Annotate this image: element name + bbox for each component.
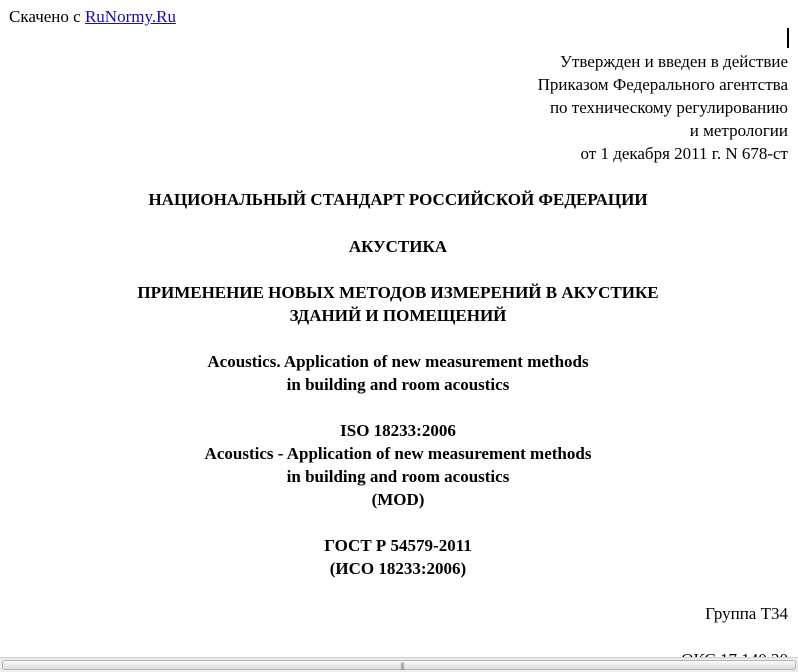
topic-heading (0, 235, 796, 258)
russian-title-line: ПРИМЕНЕНИЕ НОВЫХ МЕТОДОВ ИЗМЕРЕНИЙ В АКУСТИКЕ (137, 283, 659, 302)
approval-line: по техническому регулированию (549, 98, 788, 117)
text-cursor (787, 28, 789, 48)
scrollbar-thumb[interactable] (2, 660, 796, 670)
horizontal-scrollbar[interactable] (0, 657, 798, 672)
approval-line: Утвержден и введен в действие (559, 52, 788, 71)
gost-iso-ref: (ИСО 18233:2006) (329, 559, 467, 578)
scrollbar-grip-icon: ||| (399, 662, 405, 670)
download-prefix: Скачено с (9, 7, 81, 26)
gost-block (0, 534, 796, 580)
approval-line: и метрологии (689, 121, 788, 140)
iso-title-line: Acoustics - Application of new measurement methods (204, 444, 592, 463)
download-source-line (9, 5, 176, 28)
english-title (0, 350, 796, 396)
group-label: Группа Т34 (705, 604, 788, 623)
english-title-line: in building and room acoustics (286, 375, 510, 394)
national-standard-heading (0, 188, 796, 211)
russian-title-line: ЗДАНИЙ И ПОМЕЩЕНИЙ (289, 306, 507, 325)
iso-title-line: in building and room acoustics (286, 467, 510, 486)
iso-mod: (MOD) (371, 490, 425, 509)
gost-code: ГОСТ Р 54579-2011 (324, 536, 472, 555)
approval-line: Приказом Федерального агентства (537, 75, 788, 94)
topic-text: АКУСТИКА (348, 237, 448, 256)
approval-line: от 1 декабря 2011 г. N 678-ст (580, 144, 788, 163)
national-standard-text: НАЦИОНАЛЬНЫЙ СТАНДАРТ РОССИЙСКОЙ ФЕДЕРАЦИИ (148, 190, 648, 209)
approval-block (538, 50, 788, 165)
runormy-link[interactable]: RuNormy.Ru (84, 7, 176, 26)
iso-block (0, 419, 796, 511)
russian-title (0, 281, 796, 327)
iso-code: ISO 18233:2006 (340, 421, 456, 440)
english-title-line: Acoustics. Application of new measurement methods (207, 352, 589, 371)
